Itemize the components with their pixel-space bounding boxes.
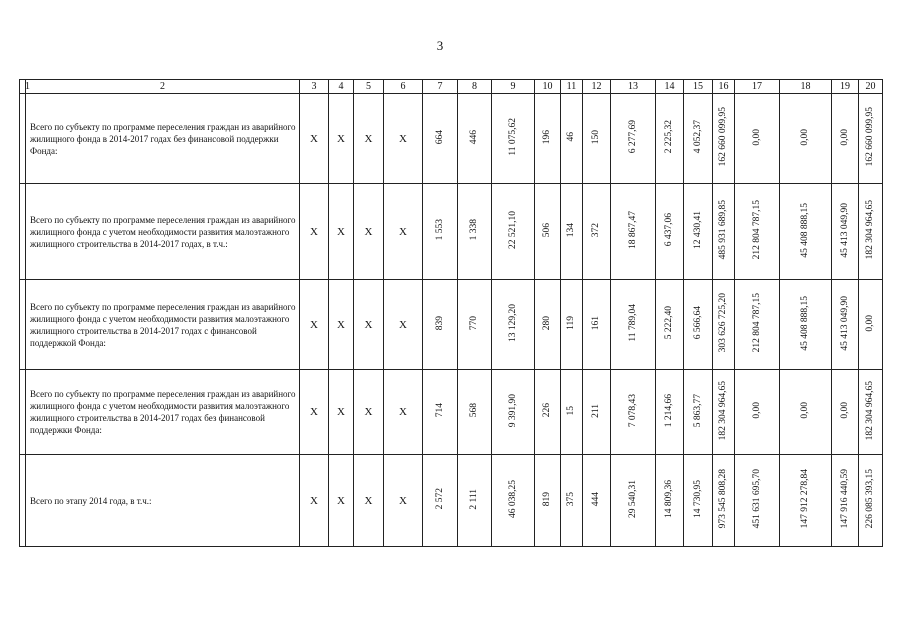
- value-cell: [735, 94, 780, 184]
- cross-mark-cell: X: [384, 280, 423, 370]
- value-cell: [535, 94, 561, 184]
- row-description: Всего по субъекту по программе переселения граждан из аварийного жилищного фонда с учетом необходимости развития малоэтажного жилищного строительства в 2014-2017 годах с финансовой поддержкой Фонда:: [26, 280, 300, 370]
- value-text: 4 052,37: [692, 120, 703, 154]
- value-text: 0,00: [800, 402, 810, 419]
- value-text: 0,00: [800, 128, 810, 146]
- column-number: 11: [561, 80, 583, 94]
- value-cell: [684, 184, 713, 280]
- cross-mark-cell: X: [300, 280, 329, 370]
- value-cell: [656, 280, 684, 370]
- value-text: 9 391,90: [507, 393, 518, 428]
- value-cell: [492, 280, 535, 370]
- value-cell: [713, 94, 735, 184]
- value-cell: [684, 370, 713, 455]
- value-text: 45 413 049,90: [839, 202, 850, 258]
- value-text: 162 660 099,95: [718, 107, 728, 167]
- column-number: 14: [656, 80, 684, 94]
- cross-mark-cell: X: [354, 455, 384, 547]
- value-cell: [611, 455, 656, 547]
- value-text: 280: [542, 315, 552, 331]
- value-text: 147 916 440,59: [839, 469, 850, 529]
- value-text: 568: [469, 403, 479, 418]
- value-cell: [780, 94, 832, 184]
- value-cell: [492, 455, 535, 547]
- value-cell: [535, 184, 561, 280]
- value-text: 196: [542, 129, 552, 145]
- cross-mark-cell: X: [300, 455, 329, 547]
- cross-mark-cell: X: [354, 280, 384, 370]
- value-cell: [656, 370, 684, 455]
- value-cell: [561, 184, 583, 280]
- value-cell: [583, 94, 611, 184]
- value-cell: [713, 370, 735, 455]
- value-cell: [859, 455, 883, 547]
- value-text: 0,00: [865, 314, 875, 332]
- cross-mark-cell: X: [329, 184, 354, 280]
- value-text: 0,00: [839, 128, 850, 146]
- value-cell: [611, 184, 656, 280]
- value-cell: [583, 280, 611, 370]
- value-text: 29 540,31: [627, 480, 638, 518]
- value-text: 46: [566, 132, 576, 142]
- value-cell: [713, 280, 735, 370]
- row-description: Всего по субъекту по программе переселения граждан из аварийного жилищного фонда в 2014-2017 годах без финансовой поддержки Фонда:: [26, 94, 300, 184]
- value-cell: [656, 94, 684, 184]
- cross-mark-cell: X: [329, 455, 354, 547]
- value-text: 1 214,66: [664, 393, 674, 428]
- value-text: 770: [469, 315, 479, 331]
- value-cell: [832, 94, 859, 184]
- column-number: 12: [583, 80, 611, 94]
- value-cell: [611, 94, 656, 184]
- value-cell: [611, 370, 656, 455]
- cross-mark-cell: X: [354, 94, 384, 184]
- value-text: 372: [591, 222, 601, 238]
- value-cell: [684, 94, 713, 184]
- value-text: 12 430,41: [692, 211, 703, 249]
- value-text: 303 626 725,20: [718, 293, 728, 353]
- value-cell: [492, 94, 535, 184]
- value-cell: [735, 370, 780, 455]
- value-text: 150: [591, 129, 601, 145]
- value-text: 147 912 278,84: [800, 469, 810, 529]
- value-text: 973 545 808,28: [718, 469, 728, 529]
- row-description: Всего по субъекту по программе переселения граждан из аварийного жилищного фонда с учетом необходимости развития малоэтажного жилищного строительства в 2014-2017 годах без финансовой поддержки Фонда:: [26, 370, 300, 455]
- cross-mark-cell: X: [300, 184, 329, 280]
- column-number: 9: [492, 80, 535, 94]
- value-cell: [458, 280, 492, 370]
- cross-mark-cell: X: [354, 370, 384, 455]
- table-row: [20, 94, 883, 184]
- value-cell: [458, 455, 492, 547]
- row-description: Всего по этапу 2014 года, в т.ч.:: [26, 455, 300, 547]
- column-number: 10: [535, 80, 561, 94]
- cross-mark-cell: X: [384, 94, 423, 184]
- value-text: 226 085 393,15: [865, 469, 875, 529]
- value-text: 0,00: [751, 128, 762, 146]
- value-cell: [535, 280, 561, 370]
- value-text: 212 804 787,15: [751, 293, 762, 353]
- value-text: 839: [434, 315, 445, 331]
- value-cell: [492, 184, 535, 280]
- value-cell: [713, 184, 735, 280]
- value-text: 162 660 099,95: [865, 107, 875, 167]
- value-cell: [780, 280, 832, 370]
- column-number: 7: [423, 80, 458, 94]
- cross-mark-cell: X: [329, 280, 354, 370]
- value-cell: [735, 280, 780, 370]
- value-cell: [423, 370, 458, 455]
- value-text: 5 222,40: [664, 306, 674, 340]
- cross-mark-cell: X: [329, 370, 354, 455]
- value-cell: [458, 370, 492, 455]
- column-number: 4: [329, 80, 354, 94]
- value-cell: [859, 280, 883, 370]
- value-text: 2 572: [434, 488, 445, 510]
- value-text: 1 553: [434, 219, 445, 241]
- value-text: 0,00: [751, 402, 762, 419]
- value-text: 7 078,43: [627, 393, 638, 428]
- value-text: 1 338: [469, 219, 479, 241]
- column-number: 6: [384, 80, 423, 94]
- value-text: 446: [469, 129, 479, 145]
- value-cell: [780, 370, 832, 455]
- column-number: 16: [713, 80, 735, 94]
- value-text: 45 408 888,15: [800, 295, 810, 351]
- value-cell: [832, 184, 859, 280]
- value-text: 714: [434, 403, 445, 418]
- value-cell: [561, 455, 583, 547]
- value-text: 182 304 964,65: [865, 200, 875, 260]
- value-text: 375: [566, 491, 576, 507]
- value-cell: [458, 184, 492, 280]
- value-text: 2 225,32: [664, 120, 674, 154]
- value-text: 161: [591, 315, 601, 331]
- cross-mark-cell: X: [384, 184, 423, 280]
- value-cell: [859, 370, 883, 455]
- value-text: 6 566,64: [692, 306, 703, 340]
- value-text: 6 437,06: [664, 213, 674, 247]
- value-cell: [713, 455, 735, 547]
- value-text: 182 304 964,65: [865, 380, 875, 441]
- column-number: 1: [20, 80, 26, 94]
- value-text: 15: [566, 405, 576, 416]
- cross-mark-cell: X: [300, 94, 329, 184]
- value-text: 5 863,77: [692, 393, 703, 428]
- value-cell: [735, 455, 780, 547]
- value-text: 2 111: [469, 488, 479, 510]
- value-cell: [423, 455, 458, 547]
- data-table: [19, 79, 883, 547]
- value-cell: [611, 280, 656, 370]
- value-text: 11 789,04: [627, 304, 638, 342]
- value-cell: [423, 94, 458, 184]
- value-cell: [656, 184, 684, 280]
- value-text: 211: [591, 403, 601, 418]
- value-text: 0,00: [839, 402, 850, 419]
- value-text: 6 277,69: [627, 120, 638, 154]
- cross-mark-cell: X: [329, 94, 354, 184]
- value-cell: [656, 455, 684, 547]
- page-number: 3: [436, 38, 444, 53]
- value-cell: [583, 370, 611, 455]
- column-number: 5: [354, 80, 384, 94]
- column-number: 2: [26, 80, 300, 94]
- column-number-row: [20, 80, 883, 94]
- table-row: [20, 280, 883, 370]
- value-text: 451 631 695,70: [751, 469, 762, 529]
- value-cell: [561, 280, 583, 370]
- table-row: [20, 455, 883, 547]
- value-text: 46 038,25: [507, 480, 518, 518]
- column-number: 15: [684, 80, 713, 94]
- value-text: 13 129,20: [507, 304, 518, 342]
- value-cell: [561, 370, 583, 455]
- value-text: 444: [591, 491, 601, 507]
- value-text: 212 804 787,15: [751, 200, 762, 260]
- column-number: 17: [735, 80, 780, 94]
- value-text: 11 075,62: [507, 118, 518, 156]
- value-cell: [492, 370, 535, 455]
- cross-mark-cell: X: [384, 370, 423, 455]
- value-text: 119: [566, 316, 576, 330]
- value-cell: [458, 94, 492, 184]
- value-cell: [423, 280, 458, 370]
- table-row: [20, 184, 883, 280]
- table-row: [20, 370, 883, 455]
- column-number: 3: [300, 80, 329, 94]
- value-text: 18 867,47: [627, 211, 638, 249]
- column-number: 8: [458, 80, 492, 94]
- row-description: Всего по субъекту по программе переселения граждан из аварийного жилищного фонда с учетом необходимости развития малоэтажного жилищного строительства в 2014-2017 годах, в т.ч.:: [26, 184, 300, 280]
- value-cell: [684, 455, 713, 547]
- column-number: 13: [611, 80, 656, 94]
- column-number: 19: [832, 80, 859, 94]
- value-cell: [832, 455, 859, 547]
- value-text: 22 521,10: [507, 211, 518, 249]
- value-cell: [735, 184, 780, 280]
- value-text: 819: [542, 491, 552, 507]
- value-text: 664: [434, 129, 445, 145]
- value-text: 506: [542, 222, 552, 238]
- value-cell: [583, 184, 611, 280]
- value-cell: [832, 370, 859, 455]
- value-cell: [684, 280, 713, 370]
- value-cell: [780, 455, 832, 547]
- value-cell: [561, 94, 583, 184]
- value-text: 182 304 964,65: [718, 380, 728, 441]
- value-cell: [859, 184, 883, 280]
- value-cell: [535, 455, 561, 547]
- value-cell: [423, 184, 458, 280]
- value-cell: [535, 370, 561, 455]
- value-text: 45 413 049,90: [839, 295, 850, 351]
- value-cell: [859, 94, 883, 184]
- value-text: 134: [566, 222, 576, 238]
- value-text: 45 408 888,15: [800, 202, 810, 258]
- cross-mark-cell: X: [300, 370, 329, 455]
- value-text: 485 931 689,85: [718, 200, 728, 260]
- value-text: 14 809,36: [664, 480, 674, 518]
- cross-mark-cell: X: [354, 184, 384, 280]
- value-cell: [780, 184, 832, 280]
- value-text: 226: [542, 403, 552, 418]
- value-cell: [832, 280, 859, 370]
- value-cell: [583, 455, 611, 547]
- cross-mark-cell: X: [384, 455, 423, 547]
- value-text: 14 730,95: [692, 480, 703, 518]
- column-number: 20: [859, 80, 883, 94]
- column-number: 18: [780, 80, 832, 94]
